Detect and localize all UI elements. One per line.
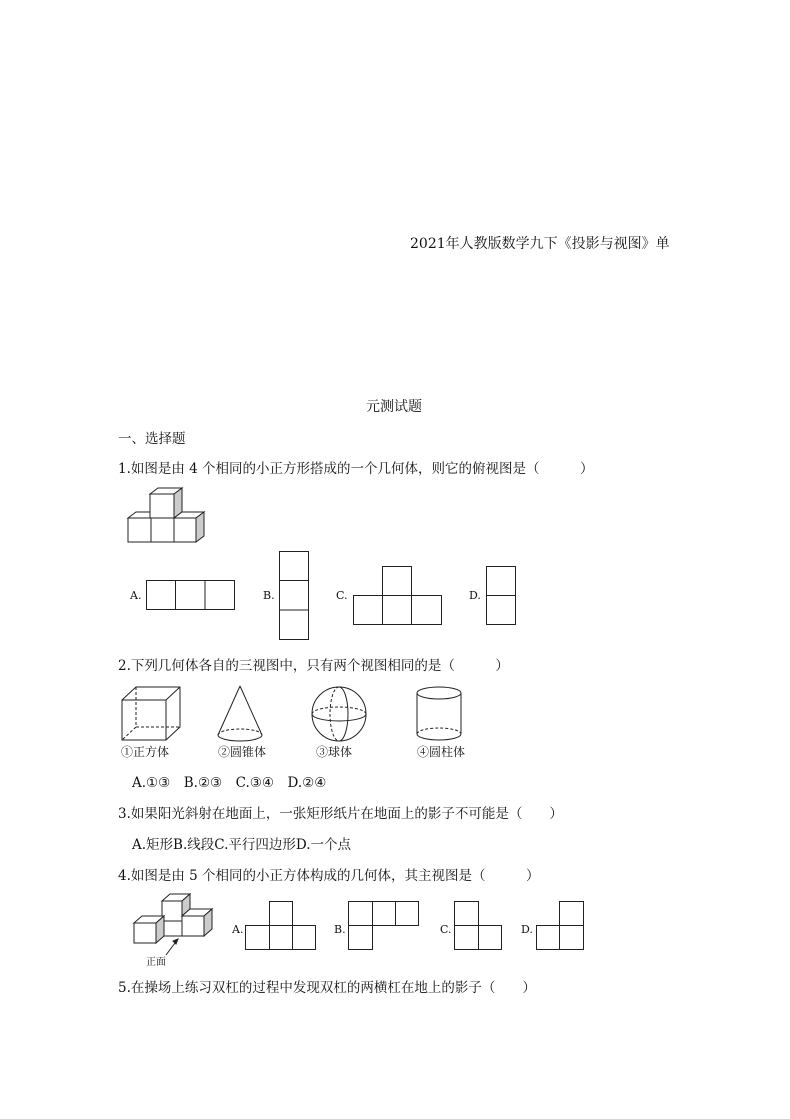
section-heading: 一、选择题 xyxy=(118,431,186,447)
q1-solid-figure xyxy=(126,486,208,540)
question-2-options: A.①③ B.②③ C.③④ D.②④ xyxy=(132,775,327,791)
q4-option-b-figure xyxy=(348,901,420,951)
cone-figure xyxy=(216,685,264,743)
question-1-text: 1.如图是由 4 个相同的小正方形搭成的一个几何体，则它的俯视图是（ ） xyxy=(118,461,594,477)
q4-option-d-figure xyxy=(536,901,586,951)
question-3-text: 3.如果阳光斜射在地面上，一张矩形纸片在地面上的影子不可能是（ ） xyxy=(118,806,563,822)
q4-option-d-label: D. xyxy=(521,923,533,936)
q1-option-c-label: C. xyxy=(336,589,348,602)
figure-label-cylinder: ④圆柱体 xyxy=(417,745,466,759)
q4-option-c-figure xyxy=(454,901,504,951)
q4-solid-figure xyxy=(132,889,216,947)
figure-label-cone: ②圆锥体 xyxy=(218,745,267,759)
q1-option-a-figure xyxy=(146,580,236,610)
cube-figure xyxy=(121,686,183,742)
cylinder-figure xyxy=(415,685,465,743)
q4-option-c-label: C. xyxy=(440,923,452,936)
title-line-1: 2021年人教版数学九下《投影与视图》单 xyxy=(410,236,670,252)
question-4-text: 4.如图是由 5 个相同的小正方体构成的几何体，其主视图是（ ） xyxy=(118,868,540,884)
figure-label-sphere: ③球体 xyxy=(316,745,353,759)
q1-option-c-figure xyxy=(353,566,443,626)
sphere-figure xyxy=(309,685,369,743)
q1-option-d-label: D. xyxy=(469,589,481,602)
question-3-options: A.矩形B.线段C.平行四边形D.一个点 xyxy=(132,837,352,853)
q1-option-b-label: B. xyxy=(263,589,275,602)
q4-option-a-figure xyxy=(245,901,317,951)
question-2-text: 2.下列几何体各自的三视图中，只有两个视图相同的是（ ） xyxy=(118,658,509,674)
q4-option-a-label: A. xyxy=(232,923,244,936)
q1-option-a-label: A. xyxy=(130,589,142,602)
question-5-text: 5.在操场上练习双杠的过程中发现双杠的两横杠在地上的影子（ ） xyxy=(118,980,536,996)
front-view-label: 正面 xyxy=(146,957,166,968)
q1-option-b-figure xyxy=(279,551,309,641)
figure-label-cube: ①正方体 xyxy=(121,745,170,759)
q4-option-b-label: B. xyxy=(334,923,346,936)
title-line-2: 元测试题 xyxy=(366,399,422,415)
q1-option-d-figure xyxy=(486,566,516,626)
